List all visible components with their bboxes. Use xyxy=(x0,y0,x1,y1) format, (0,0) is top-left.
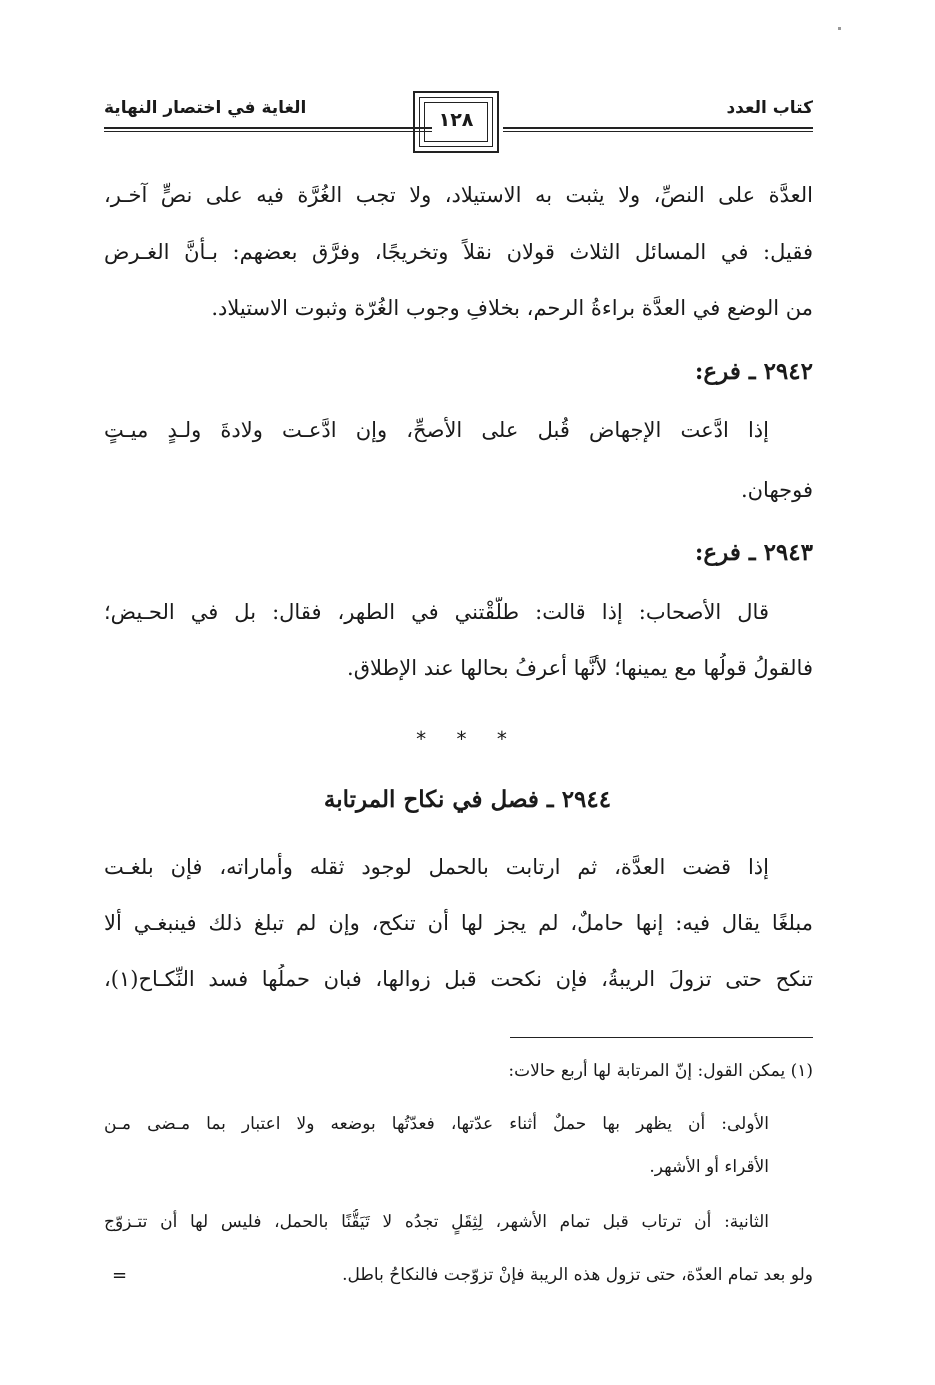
body-line: العدَّة على النصِّ، ولا يثبت به الاستيلاد، ولا تجب الغُرَّة فيه على نصٍّ آخـر، xyxy=(104,183,813,207)
body-line: تنكح حتى تزولَ الريبةُ، فإن نكحت قبل زوالها، فبان حملُها فسد النِّكـاح(١)، xyxy=(104,967,813,991)
page-number-frame xyxy=(413,91,499,153)
section-separator: * * * xyxy=(416,727,519,751)
body-line: من الوضع في العدَّة براءةُ الرحم، بخلافِ وجوب الغُرّة وثبوت الاستيلاد. xyxy=(211,296,813,320)
footnote-line: (١) يمكن القول: إنّ المرتابة لها أربع حالات: xyxy=(508,1061,813,1081)
branch-heading: ٢٩٤٢ ـ فرع: xyxy=(694,358,813,385)
scan-mark xyxy=(838,27,841,30)
body-line: إذا قضت العدَّة، ثم ارتابت بالحمل لوجود ثقله وأماراته، فإن بلغـت xyxy=(104,855,769,879)
header-rule-left xyxy=(104,127,432,132)
footnote-line: ولو بعد تمام العدّة، حتى تزول هذه الريبة فإنْ تزوّجت فالنكاحُ باطل. xyxy=(342,1265,813,1285)
body-line: فالقولُ قولُها مع يمينها؛ لأنَّها أعرفُ بحالها عند الإطلاق. xyxy=(347,656,813,680)
book-title: الغاية في اختصار النهاية xyxy=(104,98,307,118)
footnote-rule xyxy=(510,1037,813,1038)
section-title: ٢٩٤٤ ـ فصل في نكاح المرتابة xyxy=(323,786,612,813)
page-number: ١٢٨ xyxy=(438,109,474,131)
footnote-line: الأقراء أو الأشهر. xyxy=(649,1157,769,1177)
body-line: فوجهان. xyxy=(740,478,813,502)
branch-heading: ٢٩٤٣ ـ فرع: xyxy=(694,539,813,566)
body-line: مبلغًا يقال فيه: إنها حاملٌ، لم يجز لها أن تنكح، وإن لم تبلغ ذلك فينبغـي ألا xyxy=(104,911,813,935)
body-line: فقيل: في المسائل الثلاث قولان نقلاً وتخريجًا، وفرَّق بعضهم: بـأنَّ الغـرض xyxy=(104,240,813,264)
chapter-title: كتاب العدد xyxy=(726,98,813,118)
body-line: قال الأصحاب: إذا قالت: طلَّقْتني في الطهر، فقال: بل في الحـيض؛ xyxy=(104,600,769,624)
body-line: إذا ادَّعت الإجهاض قُبل على الأصحِّ، وإن ادَّعـت ولادةَ ولـدٍ ميـتٍ xyxy=(104,418,769,442)
continuation-mark: = xyxy=(112,1265,128,1286)
footnote-line: الثانية: أن ترتاب قبل تمام الأشهر، لِثِقَلٍ تجدُه لا تَيَقُّنًا بالحمل، فليس لها أن تتـزوّج xyxy=(104,1212,769,1232)
footnote-line: الأولى: أن يظهر بها حملٌ أثناء عدّتها، فعدّتُها بوضعه ولا اعتبار بما مـضى مـن xyxy=(104,1114,769,1134)
header-rule-right xyxy=(503,127,813,132)
